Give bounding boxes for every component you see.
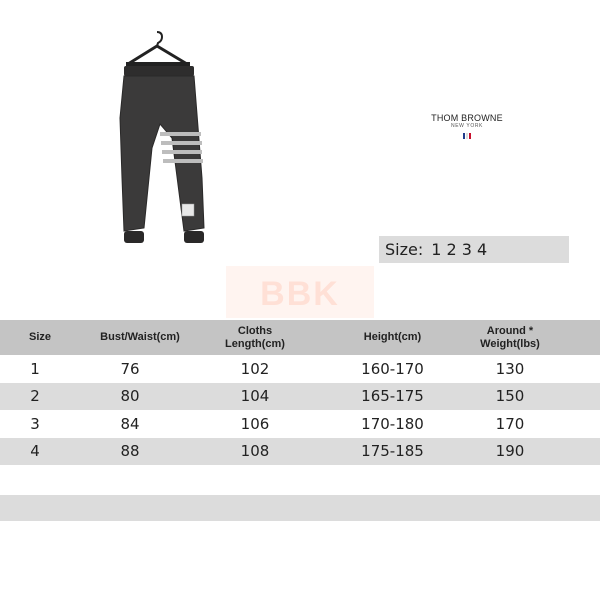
cell-height: 160-170 xyxy=(361,359,424,378)
header-cloths-length: Cloths Length(cm) xyxy=(225,324,285,350)
cell-length: 106 xyxy=(240,414,270,433)
cell-size: 4 xyxy=(30,442,40,461)
table-row xyxy=(0,383,600,411)
cell-weight: 190 xyxy=(495,442,525,461)
tricolor-flag-icon xyxy=(428,133,506,139)
cell-weight: 150 xyxy=(495,387,525,406)
table-row xyxy=(0,355,600,383)
cell-height: 165-175 xyxy=(361,387,424,406)
cell-size: 3 xyxy=(30,414,40,433)
header-bust-waist: Bust/Waist(cm) xyxy=(100,331,180,343)
table-header-row xyxy=(0,320,600,355)
table-row xyxy=(0,438,600,466)
size-label: Size: xyxy=(385,240,424,259)
brand-name: THOM BROWNE xyxy=(431,113,503,123)
size-chart-table xyxy=(0,320,600,465)
header-size: Size xyxy=(28,331,51,343)
cell-length: 102 xyxy=(240,359,270,378)
brand-logo xyxy=(428,113,506,139)
footer-bar xyxy=(0,495,600,521)
cell-length: 104 xyxy=(240,387,270,406)
cell-bust-waist: 76 xyxy=(120,359,140,378)
cell-bust-waist: 80 xyxy=(120,387,140,406)
cell-height: 175-185 xyxy=(361,442,424,461)
header-weight: Around * Weight(lbs) xyxy=(480,324,540,350)
cell-weight: 170 xyxy=(495,414,525,433)
product-image xyxy=(100,28,218,250)
header-height: Height(cm) xyxy=(363,331,422,343)
size-values: 1 2 3 4 xyxy=(431,240,488,259)
cell-length: 108 xyxy=(240,442,270,461)
table-row xyxy=(0,410,600,438)
cell-size: 2 xyxy=(30,387,40,406)
jogger-pants-icon xyxy=(100,28,218,250)
size-options-bar xyxy=(379,236,569,263)
brand-city: NEW YORK xyxy=(451,123,483,129)
cell-size: 1 xyxy=(30,359,40,378)
watermark: BBK xyxy=(226,266,374,318)
cell-height: 170-180 xyxy=(361,414,424,433)
cell-bust-waist: 84 xyxy=(120,414,140,433)
cell-bust-waist: 88 xyxy=(120,442,140,461)
cell-weight: 130 xyxy=(495,359,525,378)
